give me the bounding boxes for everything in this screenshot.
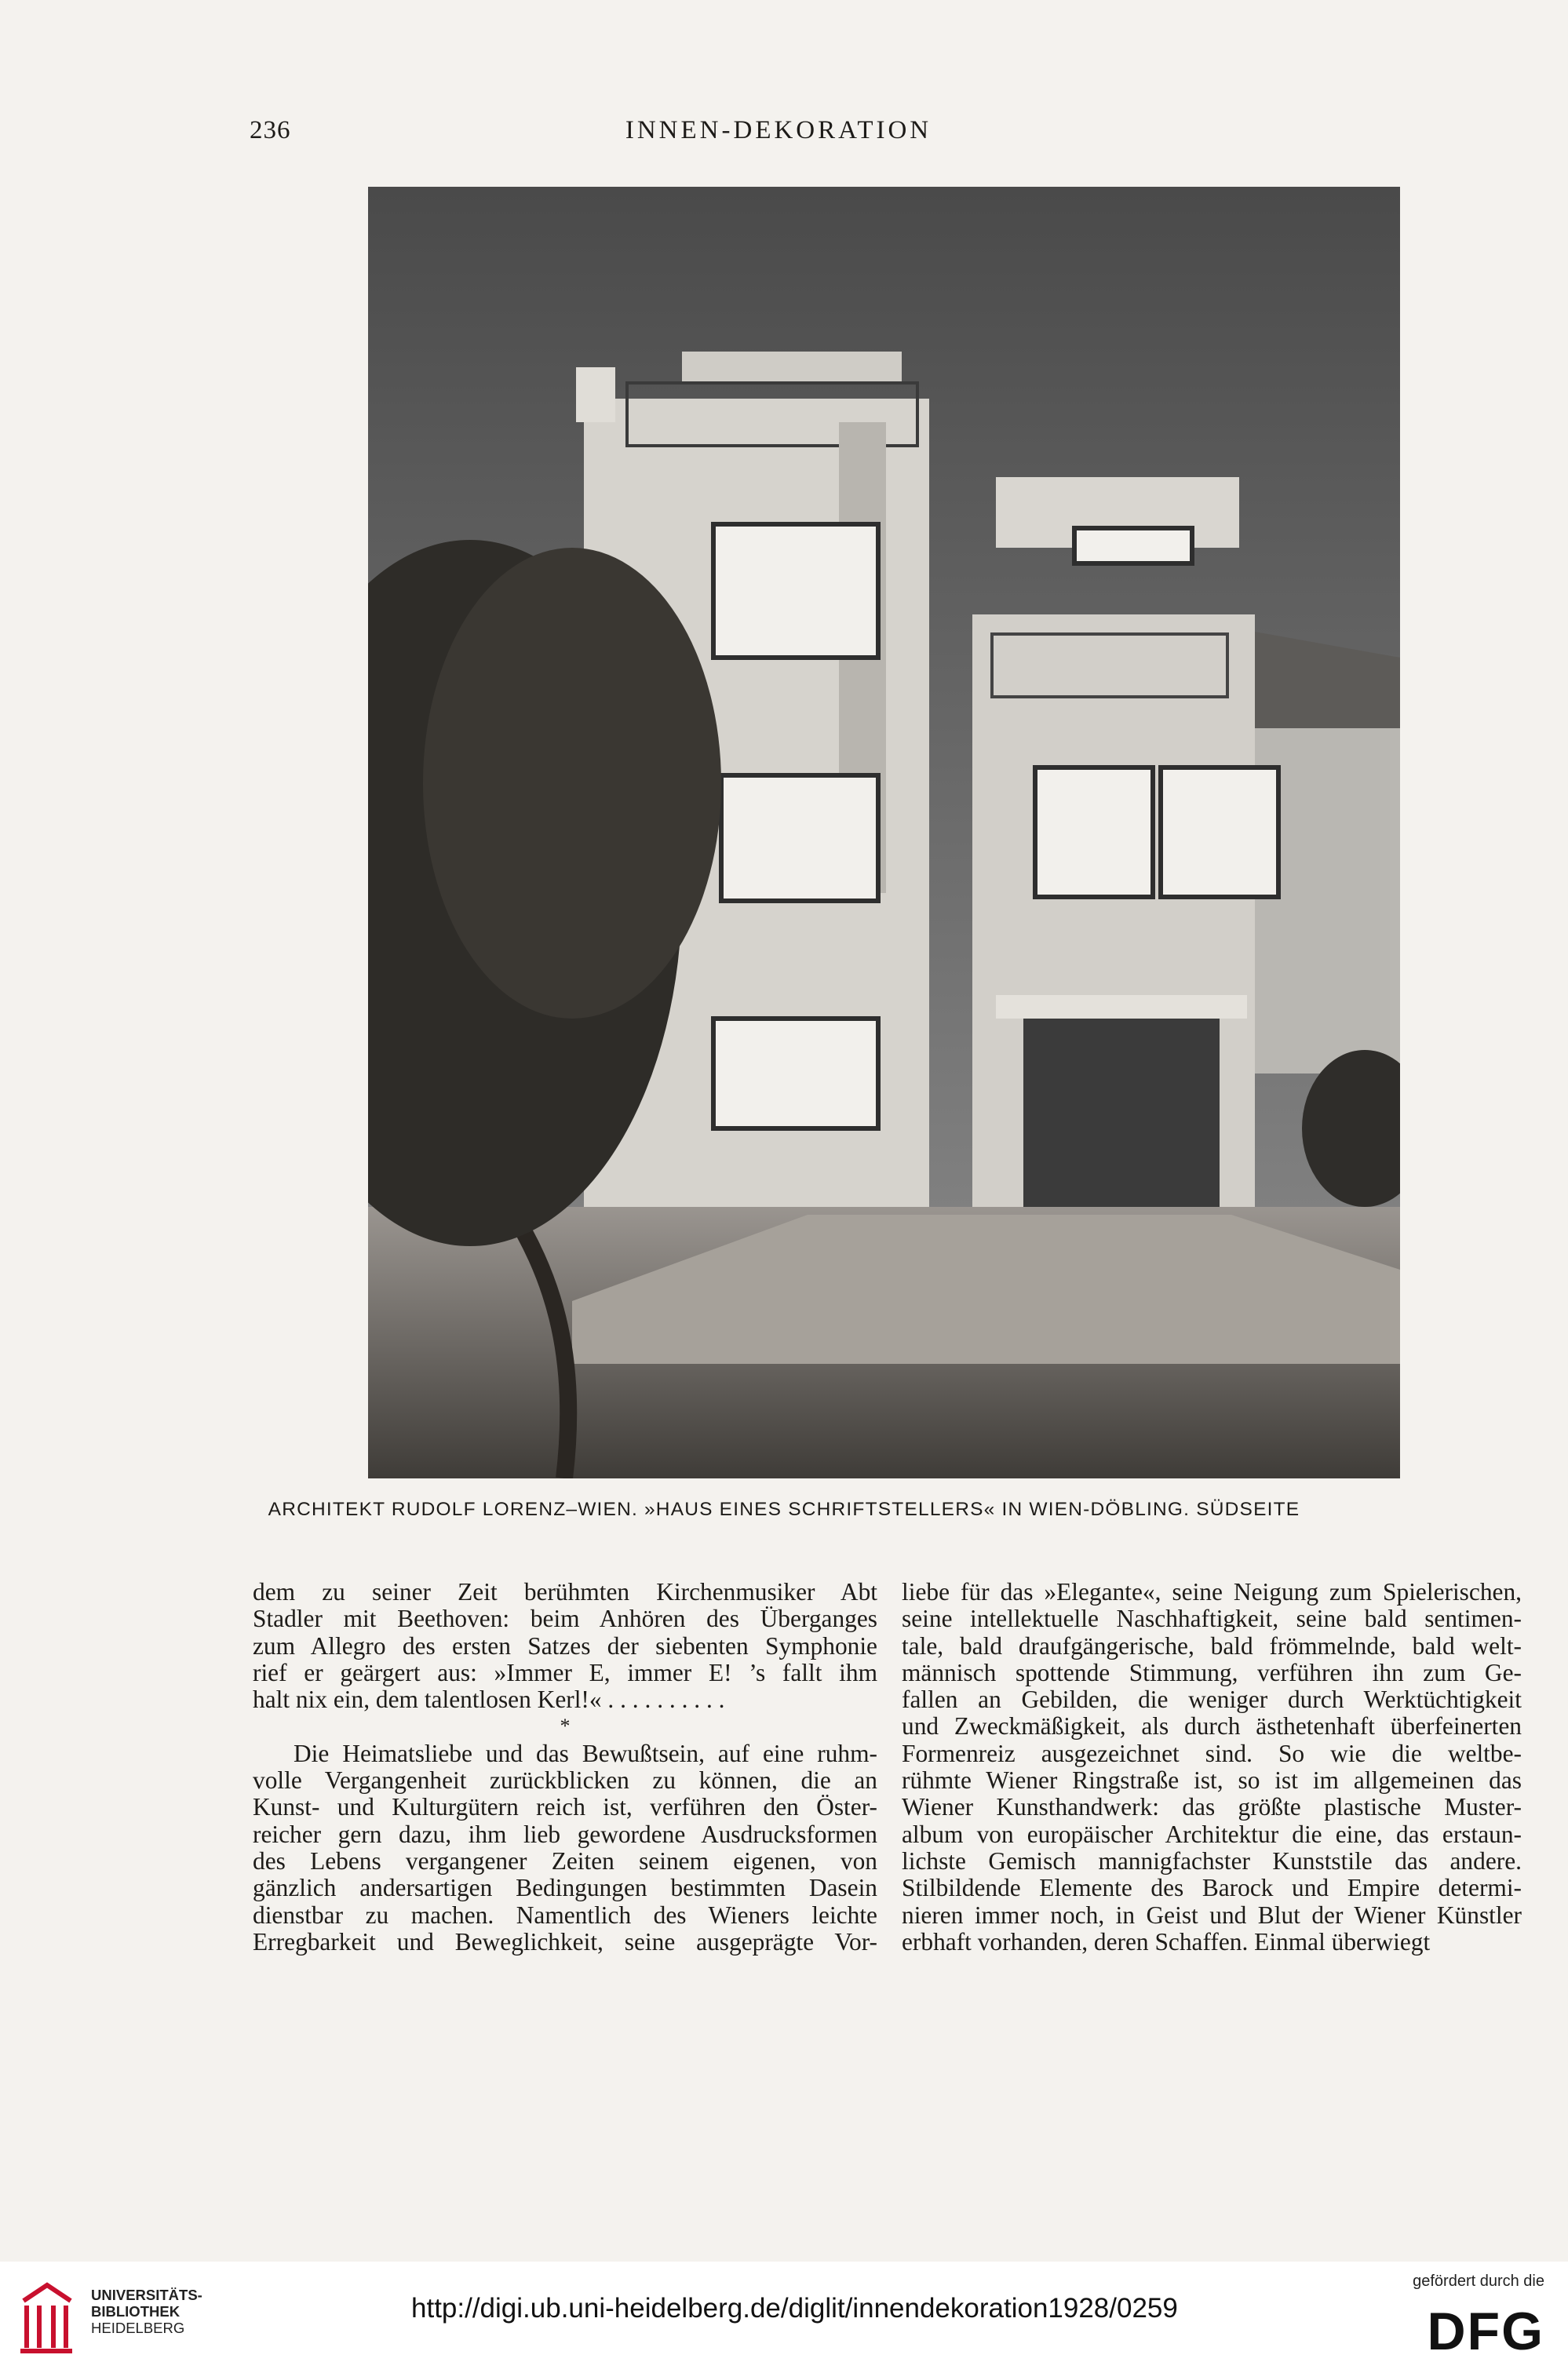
text-column-left	[253, 1579, 877, 1956]
house-photo-illustration	[368, 187, 1400, 1478]
digitization-footer	[0, 2262, 1568, 2373]
text-line: dienstbar zu machen. Namentlich des Wieners leichte	[253, 1901, 877, 1929]
house-photograph	[368, 187, 1400, 1478]
text-line: rühmte Wiener Ringstraße ist, so ist im allgemeinen das	[902, 1767, 1522, 1795]
text-line: Kunst- und Kulturgütern reich ist, verführen den Öster-	[253, 1794, 877, 1821]
text-line: lichste Gemisch mannigfachster Kunststile das andere.	[902, 1847, 1522, 1875]
text-line: Die Heimatsliebe und das Bewußtsein, auf eine ruhm-	[294, 1740, 877, 1767]
text-line: tale, bald draufgängerische, bald frömmelnde, bald welt-	[902, 1632, 1522, 1660]
library-name-line: UNIVERSITÄTS-	[91, 2287, 202, 2303]
library-name-line: BIBLIOTHEK	[91, 2303, 181, 2320]
text-line: dem zu seiner Zeit berühmten Kirchenmusiker Abt	[253, 1579, 877, 1606]
text-line: volle Vergangenheit zurückblicken zu können, die an	[253, 1767, 877, 1795]
text-line: zum Allegro des ersten Satzes der siebenten Symphonie	[253, 1632, 877, 1660]
library-logo-icon	[16, 2277, 77, 2356]
text-line: erbhaft vorhanden, deren Schaffen. Einmal überwiegt	[902, 1928, 1431, 1956]
text-line: Wiener Kunsthandwerk: das größte plastische Muster-	[902, 1794, 1522, 1821]
dfg-logo: DFG	[1427, 2302, 1544, 2361]
text-line: Erregbarkeit und Beweglichkeit, seine ausgeprägte Vor-	[253, 1928, 877, 1956]
library-name-line: HEIDELBERG	[91, 2320, 185, 2336]
text-line: des Lebens vergangener Zeiten seinem eigenen, von	[253, 1847, 877, 1875]
text-line: Stilbildende Elemente des Barock und Empire determi-	[902, 1875, 1522, 1902]
running-title: INNEN-DEKORATION	[625, 116, 932, 144]
figure-caption: ARCHITEKT RUDOLF LORENZ–WIEN. »HAUS EINES SCHRIFTSTELLERS« IN WIEN-DÖBLING. SÜDSEITE	[268, 1499, 1300, 1520]
text-line: seine intellektuelle Naschhaftigkeit, seine bald sentimen-	[902, 1606, 1522, 1633]
text-line: Stadler mit Beethoven: beim Anhören des Überganges	[253, 1606, 877, 1633]
text-line: rief er geärgert aus: »Immer E, immer E! ’s fallt ihm	[253, 1659, 877, 1686]
sponsor-note: gefördert durch die	[1413, 2273, 1544, 2290]
text-line: Formenreiz ausgezeichnet sind. So wie die weltbe-	[902, 1740, 1522, 1767]
page-number: 236	[250, 116, 291, 144]
text-line: album von europäischer Architektur die eine, das erstaun-	[902, 1821, 1522, 1848]
section-separator: *	[560, 1715, 571, 1738]
text-line: fallen an Gebilden, die weniger durch Werktüchtigkeit	[902, 1686, 1522, 1714]
page-header	[245, 116, 1312, 151]
text-line: halt nix ein, dem talentlosen Kerl!« . . . . . . . . . .	[253, 1686, 725, 1714]
permalink-url[interactable]: http://digi.ub.uni-heidelberg.de/diglit/innendekoration1928/0259	[411, 2293, 1178, 2324]
text-column-right	[902, 1579, 1522, 1956]
text-line: männisch spottende Stimmung, verführen ihn zum Ge-	[902, 1659, 1522, 1686]
text-line: liebe für das »Elegante«, seine Neigung zum Spielerischen,	[902, 1579, 1522, 1606]
text-line: gänzlich andersartigen Bedingungen bestimmten Dasein	[253, 1875, 877, 1902]
text-line: reicher gern dazu, ihm lieb gewordene Ausdrucksformen	[253, 1821, 877, 1848]
library-name	[91, 2287, 202, 2336]
text-line: nieren immer noch, in Geist und Blut der Wiener Künstler	[902, 1901, 1522, 1929]
text-line: und Zweckmäßigkeit, als durch ästhetenhaft überfeinerten	[902, 1713, 1522, 1741]
